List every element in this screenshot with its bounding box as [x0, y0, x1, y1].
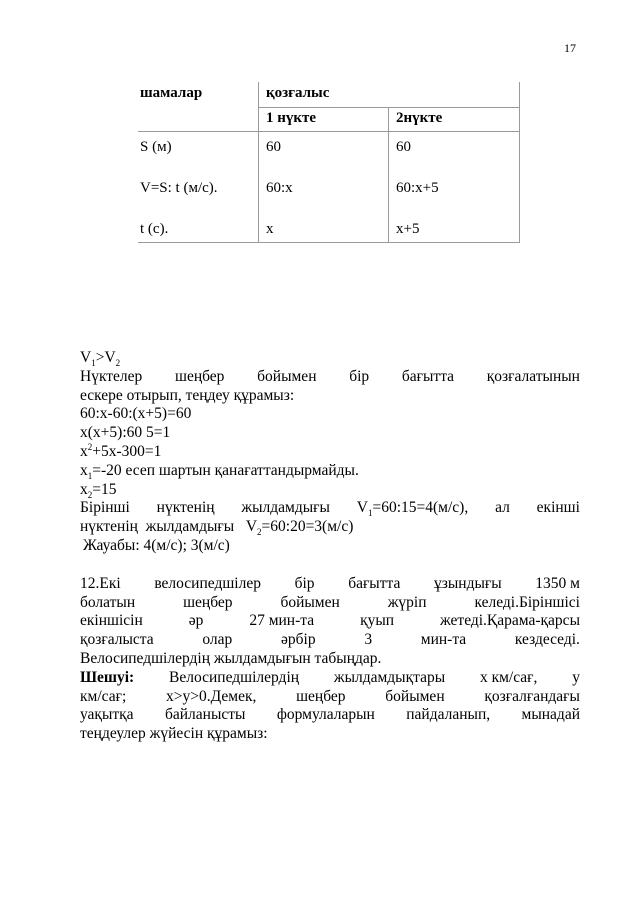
table-rule — [138, 242, 520, 243]
text-line: 12.Екі велосипедшілер бір бағытта ұзындығы 1350 м — [80, 574, 580, 592]
table-rule — [258, 107, 520, 108]
table-cell-quantity: V=S: t (м/с). — [140, 180, 218, 196]
answer-line: Жауабы: 4(м/с); 3(м/с) — [83, 536, 230, 554]
table-subheader-point2: 2нүкте — [396, 110, 443, 126]
table-header-motion: қозғалыс — [266, 85, 330, 101]
table-cell-quantity: S (м) — [140, 139, 172, 155]
text-line: уақытқа байланысты формулаларын пайдаланып, мынадай — [80, 706, 580, 724]
text-line: Шешуі: Велосипедшілердің жылдамдықтары x км/сағ, y — [80, 668, 580, 686]
table-cell-point2: 60 — [396, 139, 411, 155]
table-rule — [138, 131, 520, 132]
text-line: Нүктелер шеңбер бойымен бір бағытта қозғалатынын — [80, 367, 580, 385]
table-rule — [388, 107, 389, 242]
table-cell-point2: 60:x+5 — [396, 180, 439, 196]
equation-line: x(x+5):60 5=1 — [80, 424, 171, 442]
root-line: $x_1=-20$ есеп шартын қанағаттандырмайды. — [80, 461, 359, 481]
page-number: 17 — [564, 41, 576, 55]
text-line: км/сағ; x>y>0.Демек, шеңбер бойымен қозғалғандағы — [80, 687, 580, 705]
table-subheader-point1: 1 нүкте — [266, 110, 317, 126]
table-header-quantities: шамалар — [140, 85, 203, 101]
text-line: екіншісін әр 27 мин-та қуып жетеді.Қарама-қарсы — [80, 612, 580, 630]
table-cell-quantity: t (с). — [140, 221, 169, 237]
text-line: Бірінші нүктенің жылдамдығы $V_1=60:15=4(м/с)$, ал екінші — [80, 499, 580, 519]
text-line: теңдеулер жүйесін құрамыз: — [80, 725, 268, 743]
equation-line: 60:x-60:(x+5)=60 — [80, 405, 192, 423]
table-rule — [519, 82, 520, 242]
text-line: нүктенің жылдамдығы $V_2=60:20=3(м/с)$ — [80, 518, 354, 538]
table-cell-point1: x — [266, 221, 274, 237]
inequality-line: $V_1>V_2$ — [80, 349, 121, 369]
root-line: $x_2=15$ — [80, 480, 117, 500]
table-cell-point2: x+5 — [396, 221, 420, 237]
table-cell-point1: 60:x — [266, 180, 293, 196]
text-line: қозғалыста олар әрбір 3 мин-та кездеседі. — [80, 631, 580, 649]
solution-label: Шешуі: — [80, 668, 135, 686]
text-line: болатын шеңбер бойымен жүріп келеді.Біріншісі — [80, 593, 580, 611]
text-line: ескере отырып, теңдеу құрамыз: — [80, 386, 295, 404]
equation-line: $x^2+5x-300=1$ — [80, 441, 162, 460]
spacer — [80, 556, 580, 575]
solution-text — [80, 349, 580, 744]
table-rule — [258, 82, 259, 242]
table-cell-point1: 60 — [266, 139, 281, 155]
text-line: Велосипедшілердің жылдамдығын табыңдар. — [80, 649, 382, 667]
